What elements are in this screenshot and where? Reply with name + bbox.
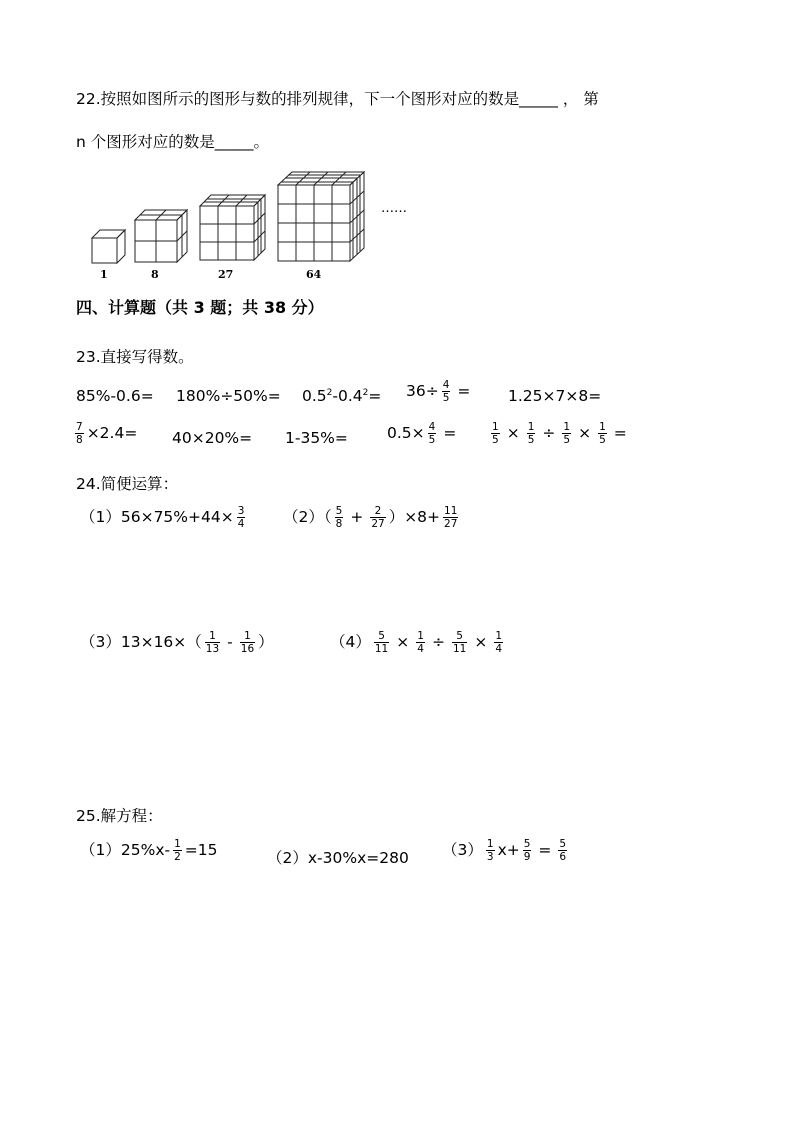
q23-item-6: $\frac{7}{8}$ ×2.4= bbox=[76, 421, 138, 446]
q22-text-line2: n 个图形对应的数是_____。 bbox=[76, 133, 270, 151]
q23-item-7: 40×20%= bbox=[172, 429, 253, 447]
cube-27 bbox=[200, 195, 265, 260]
q24-part-3: （3）13×16×（ $\frac{1}{13}$ - $\frac{1}{16}$ ） bbox=[80, 630, 274, 655]
q25-part-3: （3） $\frac{1}{3}$ x+ $\frac{5}{9}$ = $\frac{5}{6}$ bbox=[442, 838, 567, 863]
cube-1 bbox=[92, 230, 125, 263]
q23-item-9: 0.5× $\frac{4}{5}$ = bbox=[387, 421, 457, 446]
cube-label-1: 1 bbox=[100, 268, 108, 281]
q23-item-5: 1.25×7×8= bbox=[508, 387, 602, 405]
cube-label-8: 8 bbox=[151, 268, 159, 281]
ellipsis: …… bbox=[381, 201, 407, 216]
q23-item-10: $\frac{1}{5}$ × $\frac{1}{5}$ ÷ $\frac{1}{5}$ × $\frac{1}{5}$ = bbox=[492, 421, 627, 446]
q23-item-3: $0.5^2-0.4^2=$ bbox=[302, 387, 382, 405]
q24-part-4: （4） $\frac{5}{11}$ × $\frac{1}{4}$ ÷ $\frac{5}{11}$ × $\frac{1}{4}$ bbox=[330, 630, 502, 655]
q23-item-8: 1-35%= bbox=[285, 429, 348, 447]
q24-part-1: （1）56×75%+44× $\frac{3}{4}$ bbox=[80, 505, 245, 530]
q24-part-2: （2）（ $\frac{5}{8}$ + $\frac{2}{27}$ ）×8+ $\frac{11}{27}$ bbox=[283, 505, 458, 530]
cube-64 bbox=[278, 172, 364, 261]
q23-title: 23.直接写得数。 bbox=[76, 348, 194, 366]
cube-pattern-figure bbox=[80, 168, 420, 286]
section-heading: 四、计算题（共 3 题；共 38 分） bbox=[76, 298, 324, 317]
q25-part-1: （1）25%x- $\frac{1}{2}$ =15 bbox=[80, 838, 218, 863]
q25-part-2: （2）x-30%x=280 bbox=[267, 849, 409, 867]
q22-text-line1: 22.按照如图所示的图形与数的排列规律，下一个图形对应的数是_____ ， 第 bbox=[76, 90, 599, 108]
q23-item-4: 36÷ $\frac{4}{5}$ = bbox=[406, 379, 471, 404]
cube-8 bbox=[135, 210, 187, 262]
q23-item-1: 85%-0.6= bbox=[76, 387, 154, 405]
cube-label-27: 27 bbox=[218, 268, 234, 281]
q25-title: 25.解方程： bbox=[76, 807, 163, 825]
cube-label-64: 64 bbox=[306, 268, 322, 281]
q23-item-2: 180%÷50%= bbox=[176, 387, 281, 405]
q24-title: 24.简便运算： bbox=[76, 475, 179, 493]
